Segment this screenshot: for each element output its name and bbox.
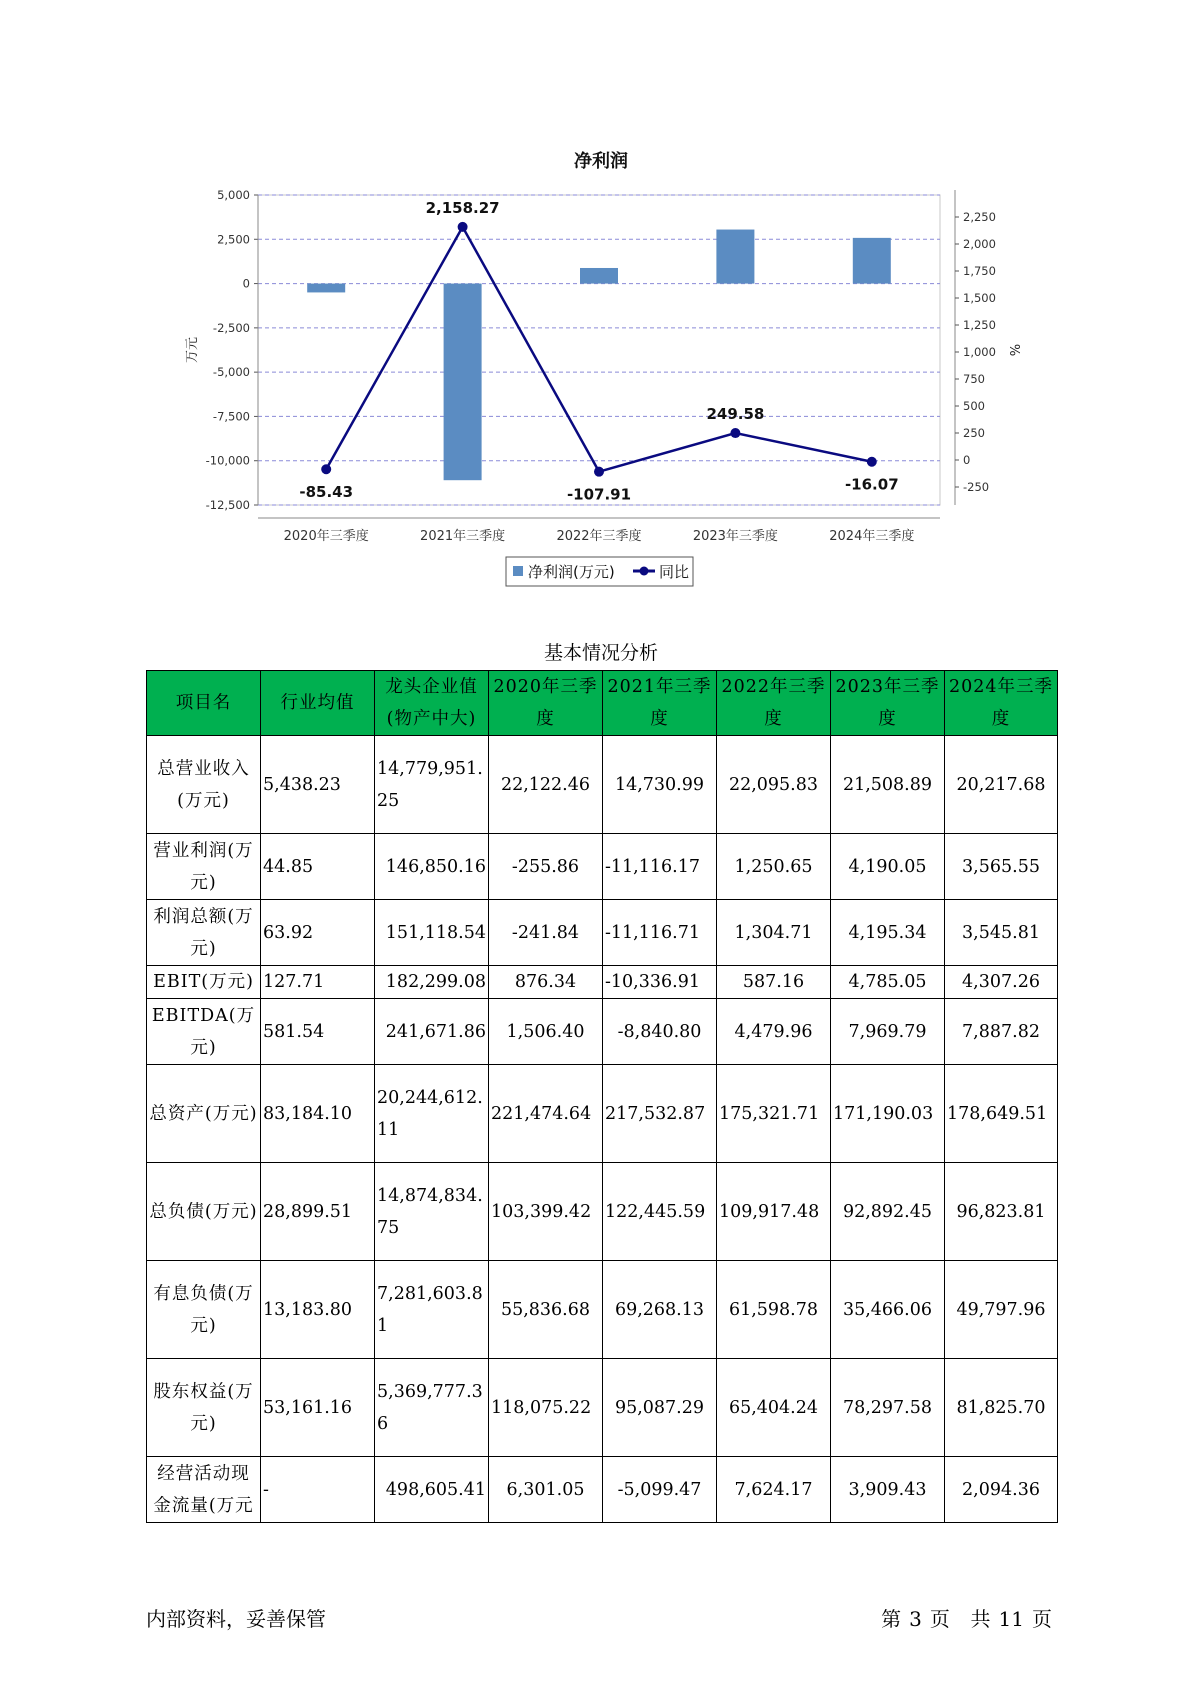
yoy-point [867,457,877,467]
table-cell: 61,598.78 [717,1261,831,1359]
table-cell: 146,850.16 [375,834,489,900]
right-tick-label: 750 [963,372,985,386]
row-label: 总资产(万元) [147,1065,261,1163]
left-axis-title: 万元 [185,336,200,364]
table-cell: 21,508.89 [831,736,945,834]
table-cell: 498,605.41 [375,1457,489,1523]
table-cell: 69,268.13 [603,1261,717,1359]
total-unit: 页 [1032,1607,1052,1631]
table-row [147,1457,1058,1523]
left-tick-label: -7,500 [212,409,250,424]
right-axis-title: % [1006,343,1021,357]
x-tick-label: 2024年三季度 [829,529,915,544]
row-label: 利润总额(万元) [147,900,261,966]
table-cell: -241.84 [489,900,603,966]
right-tick-label: 1,500 [963,291,996,305]
table-row [147,966,1058,999]
right-tick-label: 2,000 [963,237,996,251]
row-label: EBITDA(万元) [147,999,261,1065]
table-cell: 876.34 [489,966,603,999]
table-row [147,1065,1058,1163]
basic-analysis-table [146,670,1058,1523]
table-cell: 81,825.70 [945,1359,1058,1457]
right-tick-label: 250 [963,426,985,440]
table-cell: 241,671.86 [375,999,489,1065]
table-cell: 22,122.46 [489,736,603,834]
bar [307,284,345,293]
header-cell: 2020年三季度 [489,671,603,736]
yoy-data-label: 249.58 [706,405,765,424]
table-cell: 53,161.16 [261,1359,375,1457]
table-cell: 35,466.06 [831,1261,945,1359]
right-tick-label: 1,250 [963,318,996,332]
table-cell: 127.71 [261,966,375,999]
legend-label-yoy: 同比 [659,563,690,581]
page-unit: 页 [929,1607,950,1631]
yoy-point [594,467,604,477]
table-cell: 4,190.05 [831,834,945,900]
table-cell: 5,369,777.36 [375,1359,489,1457]
yoy-point [458,222,468,232]
table-cell: 5,438.23 [261,736,375,834]
yoy-data-label: -107.91 [566,485,632,504]
table-cell: 217,532.87 [603,1065,717,1163]
table-cell: 95,087.29 [603,1359,717,1457]
table-cell: 581.54 [261,999,375,1065]
legend-bar-swatch [513,566,523,576]
table-cell: 92,892.45 [831,1163,945,1261]
header-cell: 2022年三季度 [717,671,831,736]
row-label: 总负债(万元) [147,1163,261,1261]
right-tick-label: -250 [963,480,990,494]
table-cell: 96,823.81 [945,1163,1058,1261]
table-cell: 109,917.48 [717,1163,831,1261]
right-tick-label: 1,750 [963,264,996,278]
table-cell: 20,244,612.11 [375,1065,489,1163]
table-cell: 14,730.99 [603,736,717,834]
table-cell: 83,184.10 [261,1065,375,1163]
table-cell: 4,479.96 [717,999,831,1065]
table-row [147,999,1058,1065]
table-cell: 175,321.71 [717,1065,831,1163]
table-cell: 6,301.05 [489,1457,603,1523]
table-cell: 4,307.26 [945,966,1058,999]
row-label: 股东权益(万元) [147,1359,261,1457]
x-tick-label: 2020年三季度 [283,529,369,544]
table-cell: 103,399.42 [489,1163,603,1261]
table-cell: 171,190.03 [831,1065,945,1163]
table-cell: 182,299.08 [375,966,489,999]
table-cell: 7,624.17 [717,1457,831,1523]
left-tick-label: -12,500 [205,498,250,512]
header-cell: 龙头企业值(物产中大) [375,671,489,736]
net-profit-chart [0,0,1191,620]
legend-label-net-profit: 净利润(万元) [528,563,615,581]
yoy-point [730,428,740,438]
right-tick-label: 2,250 [963,210,996,224]
table-cell: 14,874,834.75 [375,1163,489,1261]
page-number: 3 [909,1607,922,1631]
header-cell: 2024年三季度 [945,671,1058,736]
table-cell: 151,118.54 [375,900,489,966]
x-tick-label: 2021年三季度 [420,529,506,544]
header-cell: 2023年三季度 [831,671,945,736]
table-cell: -11,116.17 [603,834,717,900]
yoy-data-label: -16.07 [844,475,899,494]
table-cell: 14,779,951.25 [375,736,489,834]
table-cell: 13,183.80 [261,1261,375,1359]
table-cell: 3,545.81 [945,900,1058,966]
left-tick-label: -2,500 [212,320,250,335]
table-cell: 7,887.82 [945,999,1058,1065]
bar [716,230,754,284]
table-row [147,834,1058,900]
table-cell: 78,297.58 [831,1359,945,1457]
row-label: 总营业收入(万元) [147,736,261,834]
table-caption: 基本情况分析 [543,642,658,664]
table-cell: 49,797.96 [945,1261,1058,1359]
header-cell: 项目名 [147,671,261,736]
table-cell: 7,281,603.81 [375,1261,489,1359]
header-cell: 行业均值 [261,671,375,736]
table-cell: 118,075.22 [489,1359,603,1457]
table-cell: 4,785.05 [831,966,945,999]
table-cell: -8,840.80 [603,999,717,1065]
table-row [147,1359,1058,1457]
table-cell: 1,304.71 [717,900,831,966]
right-tick-label: 1,000 [963,345,996,359]
table-row [147,1261,1058,1359]
table-header-row [147,671,1058,736]
bar [580,268,618,284]
table-cell: 3,565.55 [945,834,1058,900]
page-prefix: 第 [881,1607,902,1631]
table-cell: 22,095.83 [717,736,831,834]
table-cell: 178,649.51 [945,1065,1058,1163]
table-cell: 1,250.65 [717,834,831,900]
table-cell: 587.16 [717,966,831,999]
bar [444,284,482,481]
table-cell: 55,836.68 [489,1261,603,1359]
x-tick-label: 2023年三季度 [692,529,778,544]
table-row [147,736,1058,834]
table-cell: 4,195.34 [831,900,945,966]
x-tick-label: 2022年三季度 [556,529,642,544]
table-cell: 221,474.64 [489,1065,603,1163]
left-tick-label: -10,000 [205,453,250,468]
footer-page-info [877,1603,1056,1632]
plot-area [258,195,940,505]
table-cell: 20,217.68 [945,736,1058,834]
table-row [147,1163,1058,1261]
chart-title: 净利润 [574,151,628,172]
left-tick-label: 2,500 [217,232,250,247]
right-tick-label: 500 [963,399,985,413]
header-cell: 2021年三季度 [603,671,717,736]
left-tick-label: 0 [242,276,250,291]
table-cell: -11,116.71 [603,900,717,966]
table-cell: 122,445.59 [603,1163,717,1261]
table-cell: -10,336.91 [603,966,717,999]
table-cell: 3,909.43 [831,1457,945,1523]
footer-confidential: 内部资料，妥善保管 [146,1607,326,1631]
left-tick-label: -5,000 [212,365,250,380]
bar [853,238,891,284]
row-label: 营业利润(万元) [147,834,261,900]
table-cell: 7,969.79 [831,999,945,1065]
table-cell: 63.92 [261,900,375,966]
left-tick-label: 5,000 [217,188,250,202]
row-label: 经营活动现金流量(万元 [147,1457,261,1523]
right-tick-label: 0 [963,453,971,467]
yoy-data-label: 2,158.27 [425,198,500,217]
yoy-point [321,464,331,474]
table-cell: 1,506.40 [489,999,603,1065]
table-cell: 65,404.24 [717,1359,831,1457]
total-pages: 11 [998,1607,1024,1631]
table-cell: 44.85 [261,834,375,900]
table-cell: 28,899.51 [261,1163,375,1261]
yoy-data-label: -85.43 [299,483,354,502]
table-row [147,900,1058,966]
table-cell: -255.86 [489,834,603,900]
table-cell: -5,099.47 [603,1457,717,1523]
total-prefix: 共 [970,1607,991,1631]
table-cell: - [261,1457,375,1523]
table-cell: 2,094.36 [945,1457,1058,1523]
row-label: EBIT(万元) [147,966,261,999]
legend-line-marker [640,567,649,576]
row-label: 有息负债(万元) [147,1261,261,1359]
